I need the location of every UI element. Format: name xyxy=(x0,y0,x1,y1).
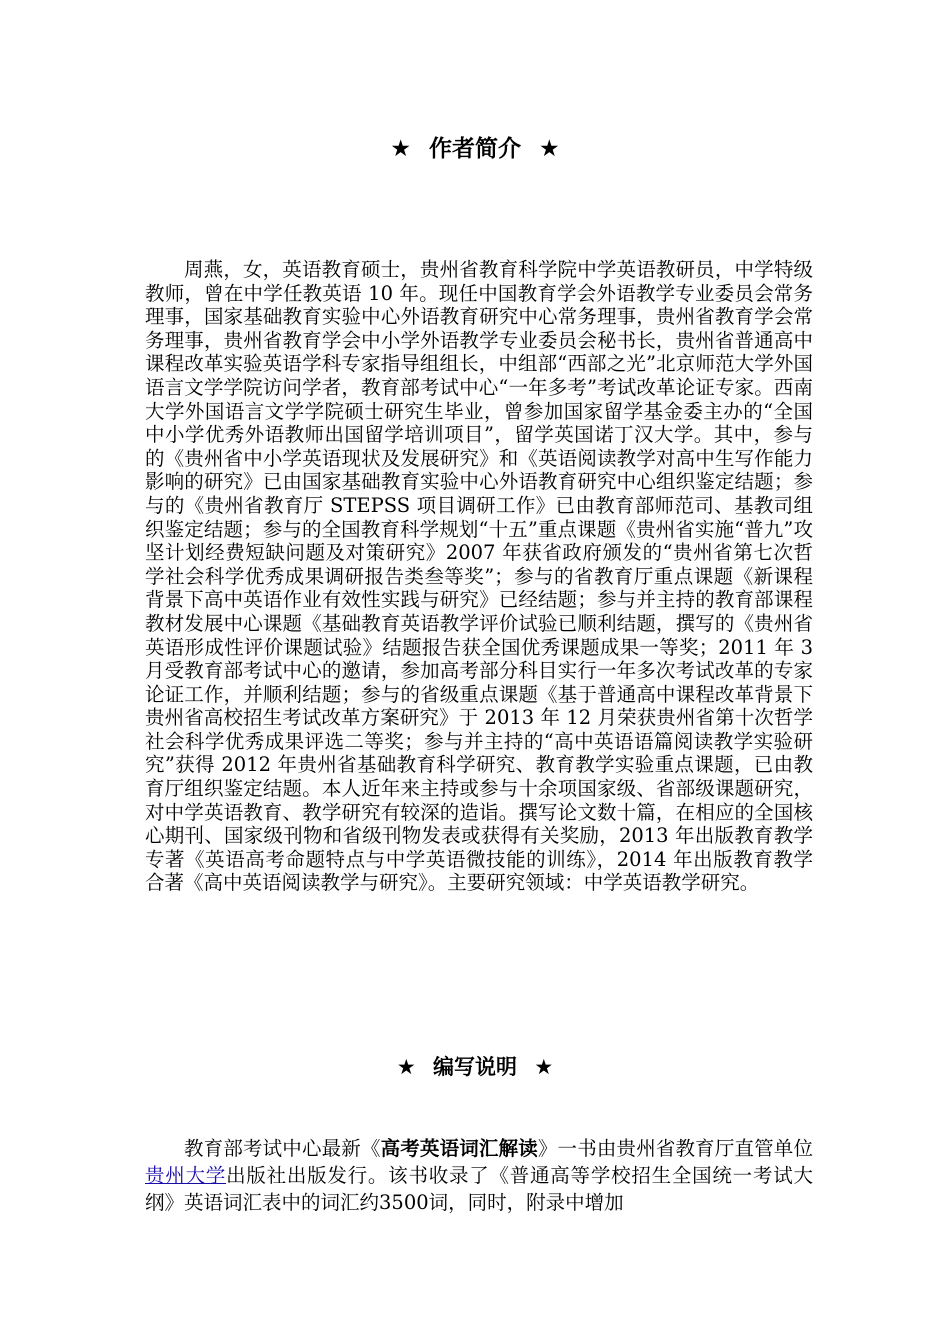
book-title: 高考英语词汇解读 xyxy=(380,1137,538,1160)
notes-text-part1: 教育部考试中心最新《 xyxy=(184,1137,381,1160)
star-icon: ★ xyxy=(539,136,560,162)
star-icon: ★ xyxy=(396,1055,416,1079)
notes-text-part3: 出版社出版发行。该书收录了《普通高等学校招生全国统一考试大纲》英语词汇表中的词汇约3500词，同时，附录中增加 xyxy=(145,1164,813,1214)
guizhou-university-link[interactable]: 贵州大学 xyxy=(145,1164,227,1187)
writing-notes-paragraph xyxy=(145,1135,813,1216)
author-bio-paragraph: 周燕，女，英语教育硕士，贵州省教育科学院中学英语教研员，中学特级教师，曾在中学任教英语 10 年。现任中国教育学会外语教学专业委员会常务理事，国家基础教育实验中心外语教育研究中心常务理事，贵州省教育学会常务理事，贵州省教育学会中小学外语教学专业委员会秘书长，贵州省普通高中课程改革实验英语学科专家指导组组长，中组部“西部之光”北京师范大学外国语言文学学院访问学者，教育部考试中心“一年多考”考试改革论证专家。西南大学外国语言文学学院硕士研究生毕业，曾参加国家留学基金委主办的“全国中小学优秀外语教师出国留学培训项目”，留学英国诺丁汉大学。其中，参与的《贵州省中小学英语现状及发展研究》和《英语阅读教学对高中生写作能力影响的研究》已由国家基础教育实验中心外语教育研究中心组织鉴定结题；参与的《贵州省教育厅 STEPSS 项目调研工作》已由教育部师范司、基教司组织鉴定结题；参与的全国教育科学规划“十五”重点课题《贵州省实施“普九”攻坚计划经费短缺问题及对策研究》2007 年获省政府颁发的“贵州省第七次哲学社会科学优秀成果调研报告类叁等奖”；参与的省教育厅重点课题《新课程背景下高中英语作业有效性实践与研究》已经结题；参与并主持的教育部课程教材发展中心课题《基础教育英语教学评价试验已顺利结题，撰写的《贵州省英语形成性评价课题试验》结题报告获全国优秀课题成果一等奖；2011 年 3 月受教育部考试中心的邀请，参加高考部分科目实行一年多次考试改革的专家论证工作，并顺利结题；参与的省级重点课题《基于普通高中课程改革背景下贵州省高校招生考试改革方案研究》于 2013 年 12 月荣获贵州省第十次哲学社会科学优秀成果评选二等奖；参与并主持的“高中英语语篇阅读教学实验研究”获得 2012 年贵州省基础教育科学研究、教育教学实验重点课题，已由教育厅组织鉴定结题。本人近年来主持或参与十余项国家级、省部级课题研究，对中学英语教育、教学研究有较深的造诣。撰写论文数十篇，在相应的全国核心期刊、国家级刊物和省级刊物发表或获得有关奖励，2013 年出版教育教学专著《英语高考命题特点与中学英语微技能的训练》，2014 年出版教育教学合著《高中英语阅读教学与研究》。主要研究领域：中学英语教学研究。 xyxy=(145,258,813,895)
author-intro-title: 作者简介 xyxy=(429,136,521,162)
star-icon: ★ xyxy=(534,1055,554,1079)
author-intro-heading xyxy=(0,133,950,165)
notes-text-part2: 》一书由贵州省教育厅直管单位 xyxy=(537,1137,813,1160)
star-icon: ★ xyxy=(390,136,411,162)
writing-notes-title: 编写说明 xyxy=(433,1055,517,1079)
writing-notes-heading xyxy=(0,1051,950,1083)
